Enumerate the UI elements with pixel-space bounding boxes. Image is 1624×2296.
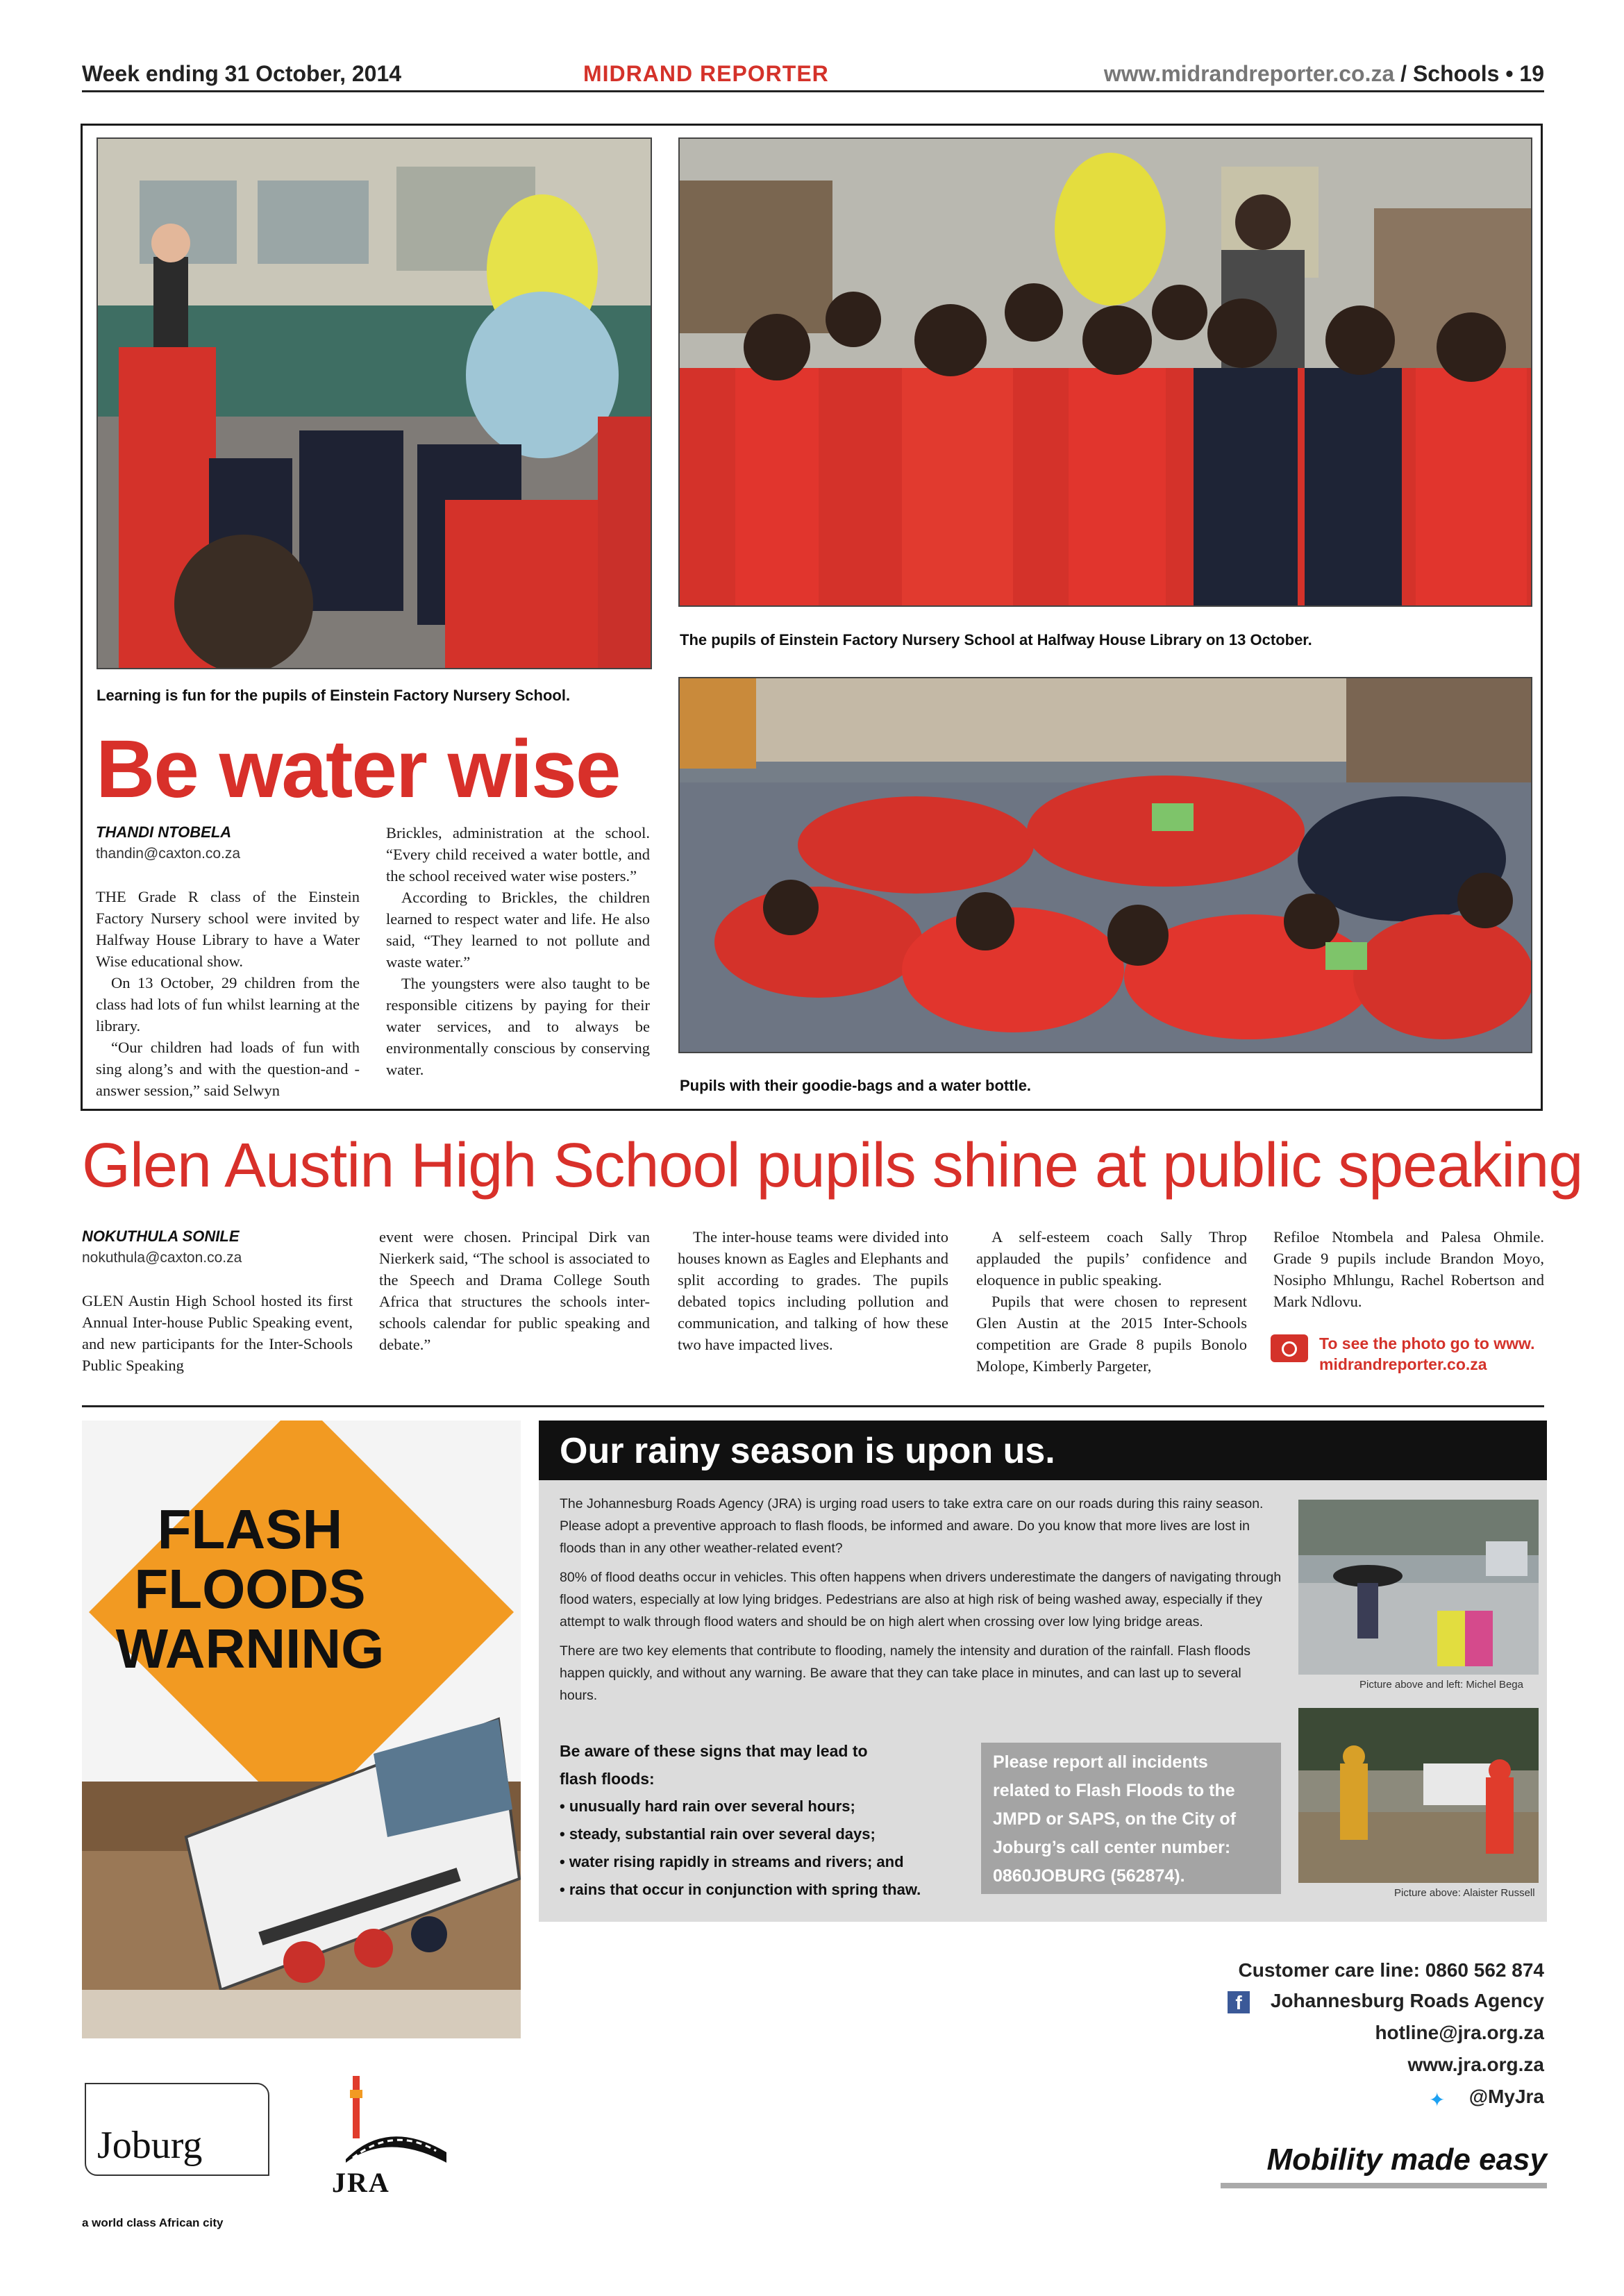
issue-date: Week ending 31 October, 2014	[82, 61, 402, 86]
signs-title	[560, 1737, 868, 1793]
list-item: • water rising rapidly in streams and rivers; and	[560, 1853, 904, 1870]
ad-paragraph: The Johannesburg Roads Agency (JRA) is urging road users to take extra care on our roads during this rainy season. Please adopt a preventive approach to flash floods, be informed and aware. Do you know that more lives are lost in floods than in any other weather-related event?	[560, 1496, 1264, 1556]
photo-credit-1: Picture above and left: Michel Bega	[1359, 1679, 1523, 1691]
slogan: Mobility made easy	[1221, 2143, 1547, 2188]
section-page: / Schools • 19	[1400, 61, 1544, 86]
email-story2[interactable]: nokuthula@caxton.co.za	[82, 1250, 242, 1266]
ad-photo-flood-walkers	[1298, 1708, 1539, 1883]
story2-paragraph: The inter-house teams were divided into houses known as Eagles and Elephants and split according to grades. The pupils debated topics including pollution and communication, and talking of how these two have impacted lives.	[678, 1228, 948, 1353]
story1-paragraph: According to Brickles, the children learned to respect water and life. He also said, “They learned to not pollute and waste water.”	[386, 889, 650, 971]
ad-paragraph: There are two key elements that contribute to flooding, namely the intensity and duration of the rainfall. Flash floods happen quickly, and without any warning. Be aware that they can take place in minutes, and can last up to several hours.	[560, 1643, 1251, 1703]
jra-logo-graphic	[332, 2076, 450, 2166]
story2-paragraph: Pupils that were chosen to represent Glen Austin at the 2015 Inter-Schools competition are Grade 8 pupils Bonolo Molope, Kimberly Pargeter,	[976, 1293, 1247, 1375]
story2-paragraph: event were chosen. Principal Dirk van Nierkerk said, “The school is associated to the Speech and Drama College South Africa that structures the schools inter-schools calendar for public speaking and debate.”	[379, 1228, 650, 1353]
report-line: 0860JOBURG (562874).	[993, 1866, 1185, 1886]
email-story1[interactable]: thandin@caxton.co.za	[96, 846, 241, 862]
jra-logo: JRA	[332, 2167, 390, 2198]
header-rule	[82, 90, 1544, 92]
report-incidents-text	[993, 1748, 1278, 1891]
warning-line: WARNING	[115, 1618, 385, 1679]
paper-name: MIDRAND REPORTER	[583, 61, 829, 86]
photo-goodie-bags-image	[680, 678, 1532, 1053]
byline-story2: NOKUTHULA SONILE	[82, 1227, 240, 1245]
facebook-page[interactable]: Johannesburg Roads Agency	[1270, 1990, 1544, 2011]
ad-photo-pedestrian-image	[1298, 1500, 1539, 1675]
photo-link-line1: To see the photo go to www.	[1319, 1334, 1535, 1352]
report-line: related to Flash Floods to the	[993, 1781, 1235, 1800]
photo-mascot-show-image	[98, 139, 652, 669]
headline-glen-austin: Glen Austin High School pupils shine at public speaking	[82, 1131, 1583, 1200]
joburg-logo: Joburg	[97, 2124, 203, 2167]
story1-column-2	[386, 822, 650, 1080]
section-header	[1104, 61, 1544, 87]
ad-photo-pedestrian	[1298, 1500, 1539, 1675]
jra-website[interactable]: www.jra.org.za	[1407, 2054, 1544, 2075]
signs-title-line: Be aware of these signs that may lead to	[560, 1742, 868, 1760]
report-line: JMPD or SAPS, on the City of	[993, 1809, 1237, 1829]
story1-paragraph: THE Grade R class of the Einstein Factory Nursery school were invited by Halfway House Library to have a Water Wise educational show.	[96, 888, 360, 970]
story2-column-3	[678, 1226, 948, 1355]
website-url[interactable]: www.midrandreporter.co.za	[1103, 61, 1395, 86]
signs-list	[560, 1793, 921, 1904]
photo-mascot-show	[97, 137, 652, 669]
twitter-handle[interactable]: @MyJra	[1468, 2086, 1544, 2107]
story1-paragraph: The youngsters were also taught to be responsible citizens by paying for their water services, and to always be environmentally conscious by conserving water.	[386, 975, 650, 1078]
photo-credit-2: Picture above: Alaister Russell	[1394, 1887, 1535, 1899]
photo-link-note[interactable]	[1319, 1333, 1534, 1375]
hotline-email[interactable]: hotline@jra.org.za	[1375, 2022, 1544, 2043]
ad-photo-flood-walkers-image	[1298, 1708, 1539, 1883]
story1-paragraph: On 13 October, 29 children from the class had lots of fun whilst learning at the library.	[96, 974, 360, 1034]
story2-column-2	[379, 1226, 650, 1355]
flash-floods-warning	[104, 1500, 396, 1679]
list-item: • steady, substantial rain over several days;	[560, 1825, 876, 1843]
photo-group-portrait-image	[680, 139, 1532, 607]
headline-be-water-wise: Be water wise	[96, 723, 620, 815]
photo-group-portrait	[678, 137, 1532, 607]
story1-paragraph: Brickles, administration at the school. “Every child received a water bottle, and the school received water wise posters.”	[386, 824, 650, 885]
twitter-icon[interactable]: ✦	[1429, 2089, 1446, 2111]
camera-icon	[1271, 1334, 1308, 1362]
signs-title-line: flash floods:	[560, 1770, 655, 1788]
story2-paragraph: GLEN Austin High School hosted its first Annual Inter-house Public Speaking event, and new participants for the Inter-Schools Public Speaking	[82, 1292, 353, 1374]
facebook-icon[interactable]: f	[1228, 1991, 1250, 2013]
caption-group-portrait: The pupils of Einstein Factory Nursery School at Halfway House Library on 13 October.	[680, 631, 1312, 648]
story2-paragraph: Refiloe Ntombela and Palesa Ohmile. Grade 9 pupils include Brandon Moyo, Nosipho Mhlungu, Rachel Robertson and Mark Ndlovu.	[1273, 1228, 1544, 1310]
byline-story1: THANDI NTOBELA	[96, 823, 232, 841]
caption-goodie-bags: Pupils with their goodie-bags and a water bottle.	[680, 1077, 1032, 1094]
jra-tower-icon	[332, 2076, 450, 2166]
report-line: Please report all incidents	[993, 1752, 1208, 1772]
story2-column-4	[976, 1226, 1247, 1377]
photo-goodie-bags	[678, 677, 1532, 1053]
joburg-tagline: a world class African city	[82, 2216, 224, 2229]
story1-column-1	[96, 886, 360, 1101]
warning-line: FLASH	[157, 1498, 343, 1560]
story1-paragraph: “Our children had loads of fun with sing along’s and with the question-and -answer session,” said Selwyn	[96, 1039, 360, 1099]
list-item: • rains that occur in conjunction with spring thaw.	[560, 1881, 921, 1898]
story2-column-5	[1273, 1226, 1544, 1312]
ad-title: Our rainy season is upon us.	[560, 1431, 1055, 1471]
report-line: Joburg’s call center number:	[993, 1838, 1231, 1857]
story2-column-1	[82, 1290, 353, 1376]
story2-paragraph: A self-esteem coach Sally Throp applauded the pupils’ confidence and eloquence in public speaking.	[976, 1228, 1247, 1289]
photo-link-line2: midrandreporter.co.za	[1319, 1355, 1487, 1373]
ad-paragraph: 80% of flood deaths occur in vehicles. This often happens when drivers underestimate the dangers of navigating through flood waters, especially at low lying bridges. Pedestrians are also at high risk of being washed away, especially if they attempt to walk through flood waters and should be on high alert when crossing over low lying bridge areas.	[560, 1570, 1282, 1629]
section-rule	[82, 1405, 1544, 1407]
warning-line: FLOODS	[134, 1558, 366, 1620]
caption-mascot-show: Learning is fun for the pupils of Einstein Factory Nursery School.	[97, 687, 571, 704]
customer-care-line: Customer care line: 0860 562 874	[1238, 1959, 1544, 1981]
list-item: • unusually hard rain over several hours;	[560, 1798, 855, 1815]
ad-body	[560, 1493, 1282, 1713]
